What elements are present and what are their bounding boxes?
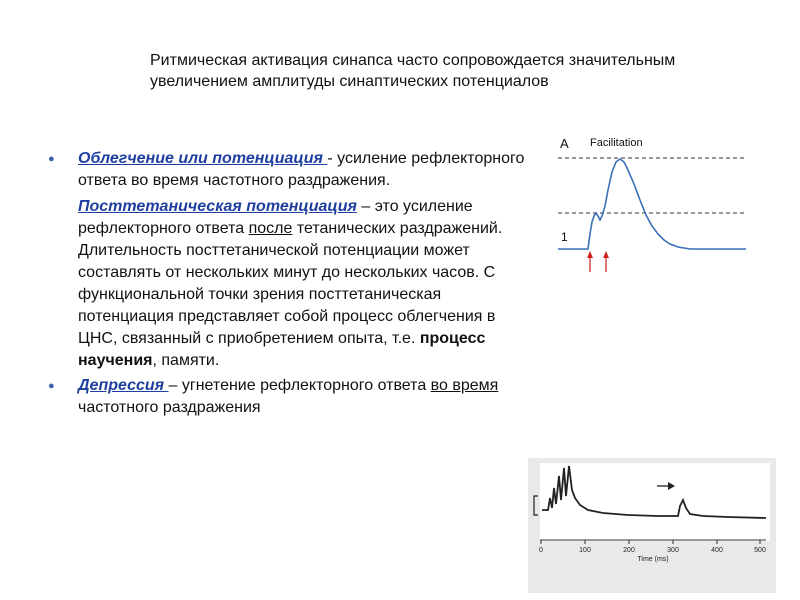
x-tick-0: 0 [539,547,543,554]
figure-label-one: 1 [561,230,568,244]
x-tick-300: 300 [667,547,679,554]
x-axis-label: Time (ms) [637,556,669,563]
stimulus-arrow-1 [587,251,593,272]
term-posttetanic: Посттетаническая потенциация [78,198,357,215]
term-facilitation: Облегчение или потенциация [78,150,328,167]
bullet-list [48,148,526,419]
bullet-depression [48,375,526,419]
stimulus-arrow-2 [603,251,609,272]
paragraph-posttetanic [78,196,526,372]
facilitation-trace [558,159,746,249]
bullet-marker: ● [48,153,55,165]
posttetanic-bold-learning: процесс научения [78,330,486,369]
facilitation-figure [550,128,780,288]
bullet-marker: ● [48,380,55,392]
posttetanic-underlined-after: после [248,220,293,237]
term-depression: Депрессия [78,377,169,394]
posttetanic-text-2: тетанических раздражений. Длительность посттетанической потенциации может составлять от нескольких минут до нескольких часов. С функциональной точки зрения посттетаническая потенциация представляет собой процесс облегчения в ЦНС, связанный с приобретением опыта, т.е. [78,220,503,347]
depression-text-2: частотного раздражения [78,399,261,416]
figure-label-facilitation: Facilitation [590,137,643,149]
depression-figure [528,458,776,593]
depression-underlined-during: во время [430,377,499,394]
x-tick-100: 100 [579,547,591,554]
x-tick-500: 500 [754,547,766,554]
figure-label-a: A [560,136,569,151]
x-tick-400: 400 [711,547,723,554]
x-tick-200: 200 [623,547,635,554]
bullet-facilitation [48,148,526,372]
depression-text-1: – угнетение рефлекторного ответа [168,377,431,394]
slide-title: Ритмическая активация синапса часто сопровождается значительным увеличением амплитуды синаптических потенциалов [150,52,676,90]
plot-area [540,463,770,541]
posttetanic-text-1: – это усиление рефлекторного ответа [78,198,473,237]
posttetanic-text-3: , памяти. [152,352,220,369]
facilitation-definition: - усиление рефлекторного ответа во время частотного раздражения. [78,150,525,189]
